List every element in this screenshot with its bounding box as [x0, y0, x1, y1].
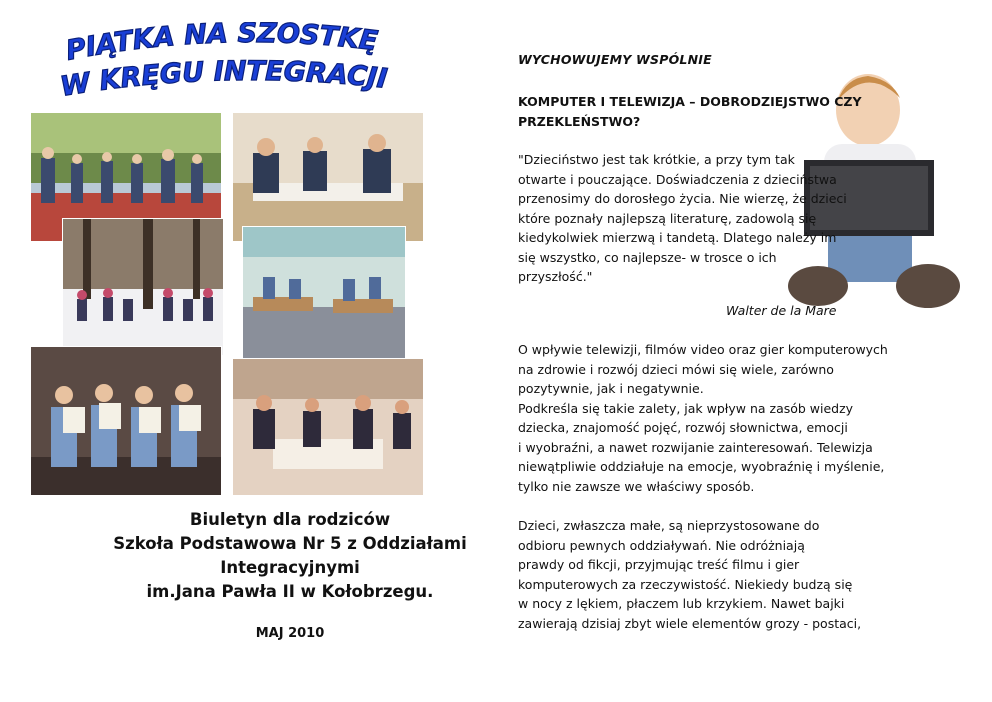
caption-line-4: im.Jana Pawła II w Kołobrzegu.	[146, 582, 434, 601]
masthead-line-1: PIĄTKA NA SZÓSTKĘ	[63, 22, 380, 67]
photo-classroom-2	[242, 226, 406, 360]
body-line: komputerowych za rzeczywistość. Niekiedy budzą się	[518, 576, 853, 592]
body-line: tylko nie zawsze we właściwy sposób.	[518, 478, 755, 494]
photo-classroom-1	[232, 112, 424, 242]
body-line: niewątpliwie oddziałuje na emocje, wyobraźnię i myślenie,	[518, 459, 885, 474]
body-line: odbioru pewnych oddziaływań. Nie odróżniają	[518, 537, 805, 553]
masthead-line-2: W KRĘGU INTEGRACJI	[58, 55, 389, 102]
body-line: na zdrowie i rozwój dzieci mówi się wiele, zarówno	[518, 361, 834, 377]
quote-line: przenosimy do dorosłego życia. Nie wierzę, że dzieci	[518, 191, 847, 206]
quote-line: się wszystko, co najlepsze- w trosce o ich	[518, 249, 777, 265]
quote-line: "Dzieciństwo jest tak krótkie, a przy tym tak	[518, 152, 795, 167]
quote-line: otwarte i pouczające. Doświadczenia z dzieciństwa	[518, 171, 837, 187]
caption-line-2: Szkoła Podstawowa Nr 5 z Oddziałami	[113, 534, 467, 553]
article-headline	[518, 92, 918, 132]
article-paragraph-1	[518, 340, 918, 496]
caption-line-1: Biuletyn dla rodziców	[189, 510, 391, 529]
quote-line: przyszłość."	[518, 269, 593, 284]
quote-line: które poznały najlepszą literaturę, zadowolą się	[518, 210, 817, 226]
svg-text:W KRĘGU INTEGRACJI	[58, 56, 389, 102]
body-line: i wyobraźni, a nawet rozwijanie zainteresowań. Telewizja	[518, 439, 873, 455]
photo-students-certificates	[30, 346, 222, 496]
section-heading: WYCHOWUJEMY WSPÓLNIE	[518, 52, 712, 67]
body-line: O wpływie telewizji, filmów video oraz gier komputerowych	[518, 342, 888, 357]
body-line: Podkreśla się takie zalety, jak wpływ na zasób wiedzy	[518, 400, 854, 416]
caption-line-3: Integracyjnymi	[220, 558, 360, 577]
masthead-wordart	[48, 22, 448, 102]
photo-classroom-3	[232, 358, 424, 496]
body-line: dziecka, znajomość pojęć, rozwój słownictwa, emocji	[518, 420, 848, 435]
quote-author: Walter de la Mare	[726, 303, 837, 318]
headline-line-1: KOMPUTER I TELEWIZJA – DOBRODZIEJSTWO CZY	[518, 94, 862, 109]
body-line: pozytywnie, jak i negatywnie.	[518, 381, 704, 396]
headline-line-2: PRZEKLEŃSTWO?	[518, 114, 641, 129]
body-line: prawdy od fikcji, przyjmując treść filmu i gier	[518, 557, 800, 572]
issue-date: MAJ 2010	[255, 626, 325, 641]
quote-line: kiedykolwiek mierzwą i tandetą. Dlatego należy im	[518, 230, 837, 245]
body-line: Dzieci, zwłaszcza małe, są nieprzystosowane do	[518, 518, 820, 533]
photo-winter-forest	[62, 218, 224, 356]
epigraph-quote	[518, 150, 858, 287]
article-paragraph-2	[518, 516, 918, 633]
bulletin-title	[80, 508, 500, 604]
body-line: zawierają dzisiaj zbyt wiele elementów grozy - postaci,	[518, 615, 862, 631]
body-line: w nocy z lękiem, płaczem lub krzykiem. Nawet bajki	[518, 596, 845, 611]
